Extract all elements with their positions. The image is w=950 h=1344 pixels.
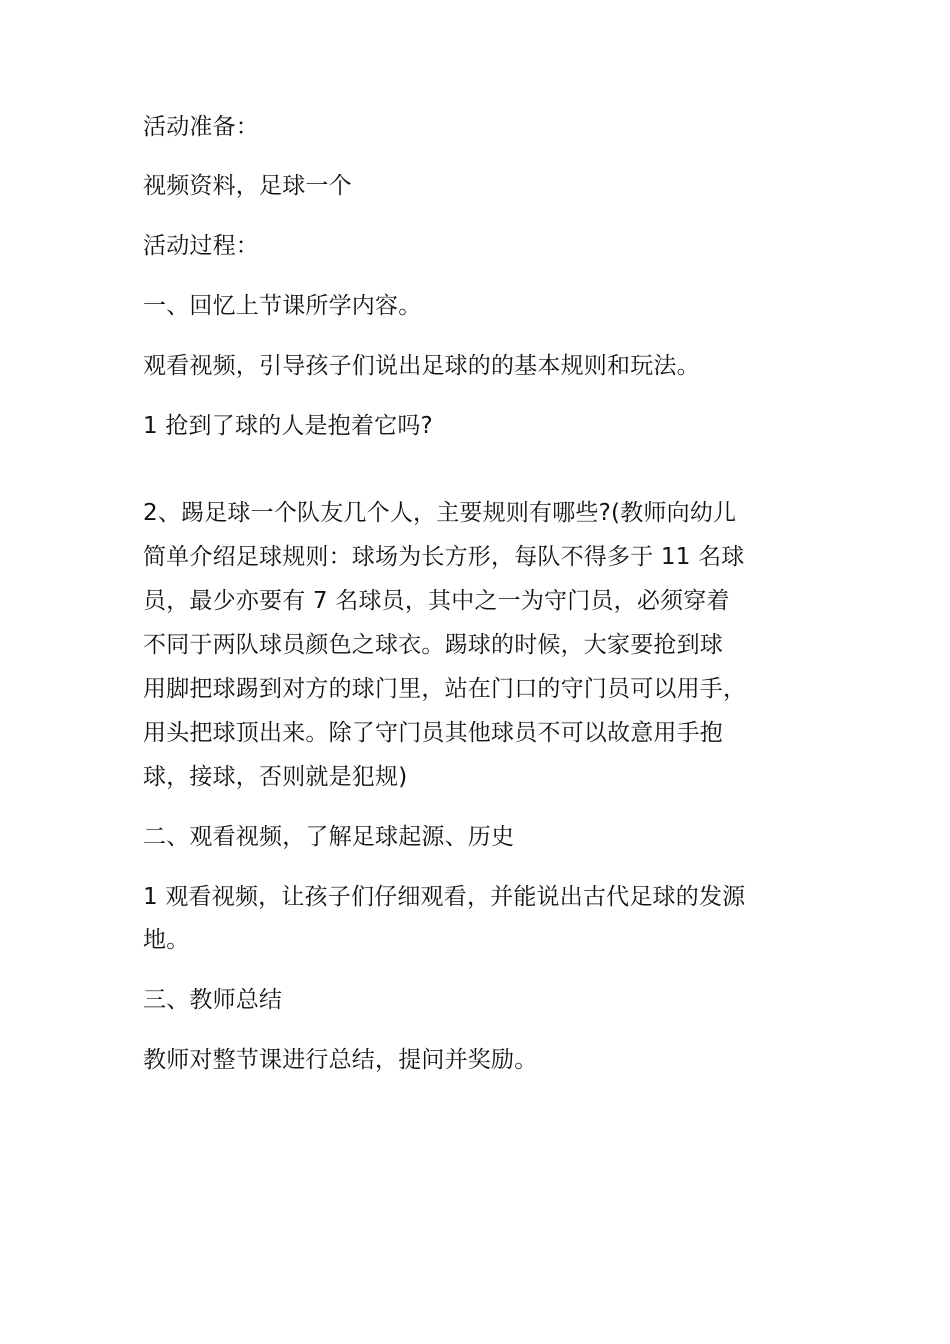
step-two-heading: 二、观看视频，了解足球起源、历史 [143, 824, 515, 850]
preparation-materials: 视频资料，足球一个 [143, 173, 352, 199]
step-two-text-line-2: 地。 [143, 927, 190, 953]
question-two-line-2: 简单介绍足球规则：球场为长方形，每队不得多于 11 名球 [143, 544, 745, 570]
heading-process: 活动过程： [143, 233, 259, 259]
step-one-text: 观看视频，引导孩子们说出足球的的基本规则和玩法。 [143, 353, 700, 379]
question-two-line-3: 员，最少亦要有 7 名球员，其中之一为守门员，必须穿着 [143, 588, 730, 614]
step-one-heading: 一、回忆上节课所学内容。 [143, 293, 422, 319]
step-two-text-line-1: 1 观看视频，让孩子们仔细观看，并能说出古代足球的发源 [143, 884, 746, 910]
question-two-line-1: 2、踢足球一个队友几个人，主要规则有哪些?(教师向幼儿 [143, 500, 737, 526]
step-three-text: 教师对整节课进行总结，提问并奖励。 [143, 1047, 538, 1073]
step-three-heading: 三、教师总结 [143, 987, 283, 1013]
heading-preparation: 活动准备： [143, 114, 259, 140]
question-two-line-7: 球，接球，否则就是犯规) [143, 764, 408, 790]
question-one: 1 抢到了球的人是抱着它吗? [143, 413, 433, 439]
question-two-line-4: 不同于两队球员颜色之球衣。踢球的时候，大家要抢到球 [143, 632, 723, 658]
question-two-line-5: 用脚把球踢到对方的球门里，站在门口的守门员可以用手， [143, 676, 747, 702]
question-two-line-6: 用头把球顶出来。除了守门员其他球员不可以故意用手抱 [143, 720, 723, 746]
